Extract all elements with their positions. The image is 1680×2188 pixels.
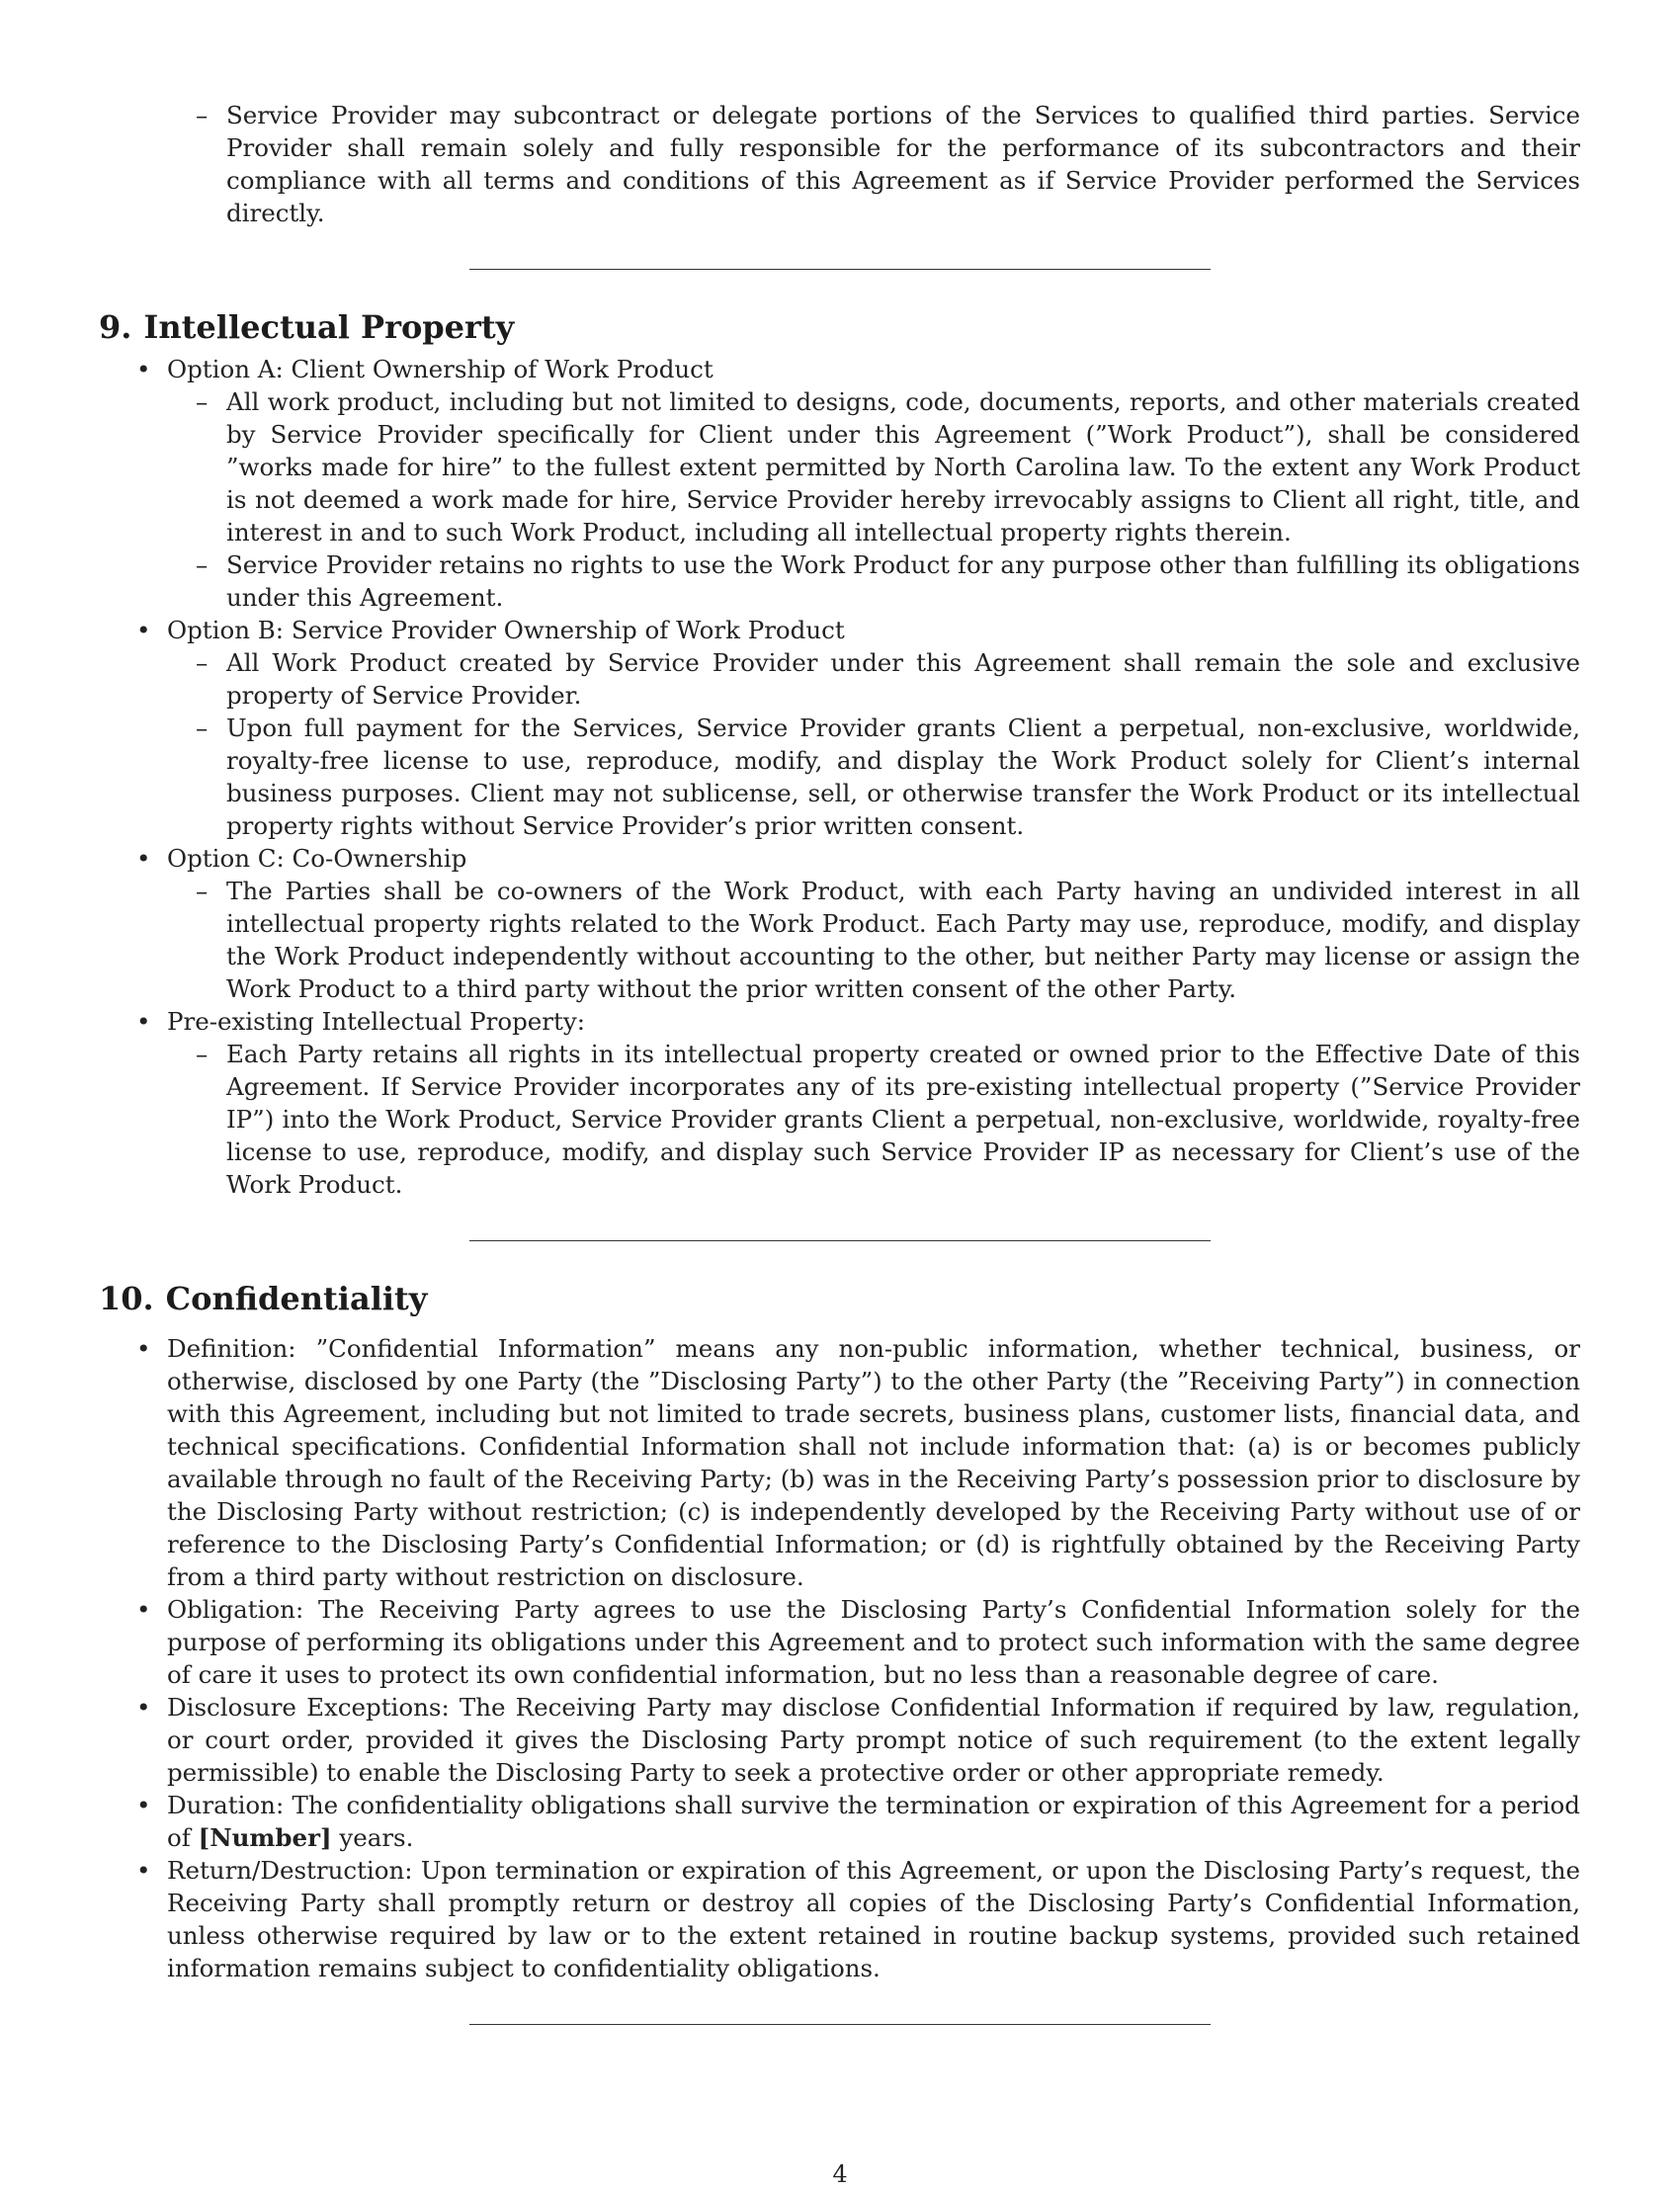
list-item-preexisting-ip [99, 1005, 1580, 1038]
list-item-option-c [99, 842, 1580, 875]
dash-marker: – [196, 877, 209, 905]
return-destruction-text: Return/Destruction: Upon termination or expiration of this Agreement, or upon the Disclosing Party’s request, the Receiving Party shall promptly return or destroy all copies of the Disclosing Party’s Confidential Information, unless otherwise required by law or to the extent retained in routine backup systems, provided such retained information remains subject to confidentiality obligations. [167, 1856, 1580, 1982]
option-c-label: Option C: Co-Ownership [167, 844, 467, 873]
section-divider [469, 1240, 1211, 1241]
section-10-title: Confidentiality [165, 1280, 428, 1317]
dash-marker: – [196, 101, 209, 129]
page-number: 4 [832, 2160, 848, 2188]
bullet-marker: • [136, 1595, 151, 1624]
section-9-list [99, 353, 1581, 1201]
bullet-marker: • [136, 1334, 151, 1363]
obligation-text: Obligation: The Receiving Party agrees to use the Disclosing Party’s Confidential Information solely for the purpose of performing its obligations under this Agreement and to protect such information with the same degree of care it uses to protect its own confidential information, but no less than a reasonable degree of care. [167, 1595, 1580, 1689]
option-b-label: Option B: Service Provider Ownership of Work Product [167, 616, 845, 644]
option-b-sub-1 [99, 646, 1580, 712]
duration-suffix: years. [339, 1823, 414, 1852]
bullet-marker: • [136, 1856, 151, 1885]
list-item-option-a [99, 353, 1580, 385]
bullet-marker: • [136, 1791, 151, 1819]
dash-marker: – [196, 714, 209, 742]
option-a-label: Option A: Client Ownership of Work Product [167, 355, 714, 383]
section-9-title: Intellectual Property [143, 308, 515, 346]
duration-text [167, 1789, 1580, 1854]
preexisting-ip-sub-1-text: Each Party retains all rights in its intellectual property created or owned prior to the Effective Date of this Agreement. If Service Provider incorporates any of its pre-existing intellectual property (”Service Provider IP”) into the Work Product, Service Provider grants Client a perpetual, non-exclusive, worldwide, royalty-free license to use, reproduce, modify, and display such Service Provider IP as necessary for Client’s use of the Work Product. [226, 1040, 1580, 1199]
option-a-sub-1-text: All work product, including but not limited to designs, code, documents, reports, and other materials created by Service Provider specifically for Client under this Agreement (”Work Product”), shall be considered ”works made for hire” to the fullest extent permitted by North Carolina law. To the extent any Work Product is not deemed a work made for hire, Service Provider hereby irrevocably assigns to Client all right, title, and interest in and to such Work Product, including all intellectual property rights therein. [226, 387, 1580, 547]
duration-placeholder: [Number] [198, 1823, 332, 1852]
section-10-heading [99, 1279, 1581, 1318]
dash-marker: – [196, 550, 209, 579]
list-item-duration [99, 1789, 1580, 1854]
option-c-sub-1-text: The Parties shall be co-owners of the Work Product, with each Party having an undivided interest in all intellectual property rights related to the Work Product. Each Party may use, reproduce, modify, and display the Work Product independently without accounting to the other, but neither Party may license or assign the Work Product to a third party without the prior written consent of the other Party. [226, 877, 1580, 1003]
list-item-return-destruction [99, 1854, 1580, 1984]
option-a-sub-1 [99, 385, 1580, 548]
section-divider [469, 2024, 1211, 2025]
list-item-obligation [99, 1593, 1580, 1691]
option-a-sub-2 [99, 548, 1580, 614]
definition-text: Definition: ”Confidential Information” means any non-public information, whether technical, business, or otherwise, disclosed by one Party (the ”Disclosing Party”) to the other Party (the ”Receiving Party”) in connection with this Agreement, including but not limited to trade secrets, business plans, customer lists, financial data, and technical specifications. Confidential Information shall not include information that: (a) is or becomes publicly available through no fault of the Receiving Party; (b) was in the Receiving Party’s possession prior to disclosure by the Disclosing Party without restriction; (c) is independently developed by the Receiving Party without use of or reference to the Disclosing Party’s Confidential Information; or (d) is rightfully obtained by the Receiving Party from a third party without restriction on disclosure. [167, 1334, 1580, 1591]
disclosure-exceptions-text: Disclosure Exceptions: The Receiving Party may disclose Confidential Information if required by law, regulation, or court order, provided it gives the Disclosing Party prompt notice of such requirement (to the extent legally permissible) to enable the Disclosing Party to seek a protective order or other appropriate remedy. [167, 1693, 1580, 1787]
preexisting-ip-label: Pre-existing Intellectual Property: [167, 1007, 585, 1036]
option-b-sub-2-text: Upon full payment for the Services, Service Provider grants Client a perpetual, non-exclusive, worldwide, royalty-free license to use, reproduce, modify, and display the Work Product solely for Client’s internal business purposes. Client may not sublicense, sell, or otherwise transfer the Work Product or its intellectual property rights without Service Provider’s prior written consent. [226, 714, 1580, 840]
section-9-number: 9. [99, 308, 132, 346]
bullet-marker: • [136, 616, 151, 644]
bullet-marker: • [136, 1007, 151, 1036]
section-10-list [99, 1332, 1581, 1984]
list-item-option-b [99, 614, 1580, 646]
option-c-sub-1 [99, 875, 1580, 1005]
list-item-definition [99, 1332, 1580, 1593]
bullet-marker: • [136, 355, 151, 383]
option-b-sub-1-text: All Work Product created by Service Provider under this Agreement shall remain the sole and exclusive property of Service Provider. [226, 648, 1580, 710]
carryover-text: Service Provider may subcontract or delegate portions of the Services to qualified third parties. Service Provider shall remain solely and fully responsible for the performance of its subcontractors and their compliance with all terms and conditions of this Agreement as if Service Provider performed the Services directly. [226, 101, 1580, 227]
preexisting-ip-sub-1 [99, 1038, 1580, 1201]
duration-prefix: Duration: The confidentiality obligations shall survive the termination or expiration of this Agreement for a period of [167, 1791, 1580, 1852]
section-10-number: 10. [99, 1280, 154, 1317]
dash-marker: – [196, 1040, 209, 1068]
option-b-sub-2 [99, 712, 1580, 842]
section-9-heading [99, 307, 1581, 347]
option-a-sub-2-text: Service Provider retains no rights to use the Work Product for any purpose other than fulfilling its obligations under this Agreement. [226, 550, 1580, 612]
dash-marker: – [196, 648, 209, 677]
list-item-disclosure-exceptions [99, 1691, 1580, 1789]
page-content [99, 99, 1581, 2033]
carryover-subitem [99, 99, 1580, 229]
bullet-marker: • [136, 1693, 151, 1722]
bullet-marker: • [136, 844, 151, 873]
section-divider [469, 269, 1211, 270]
dash-marker: – [196, 387, 209, 416]
